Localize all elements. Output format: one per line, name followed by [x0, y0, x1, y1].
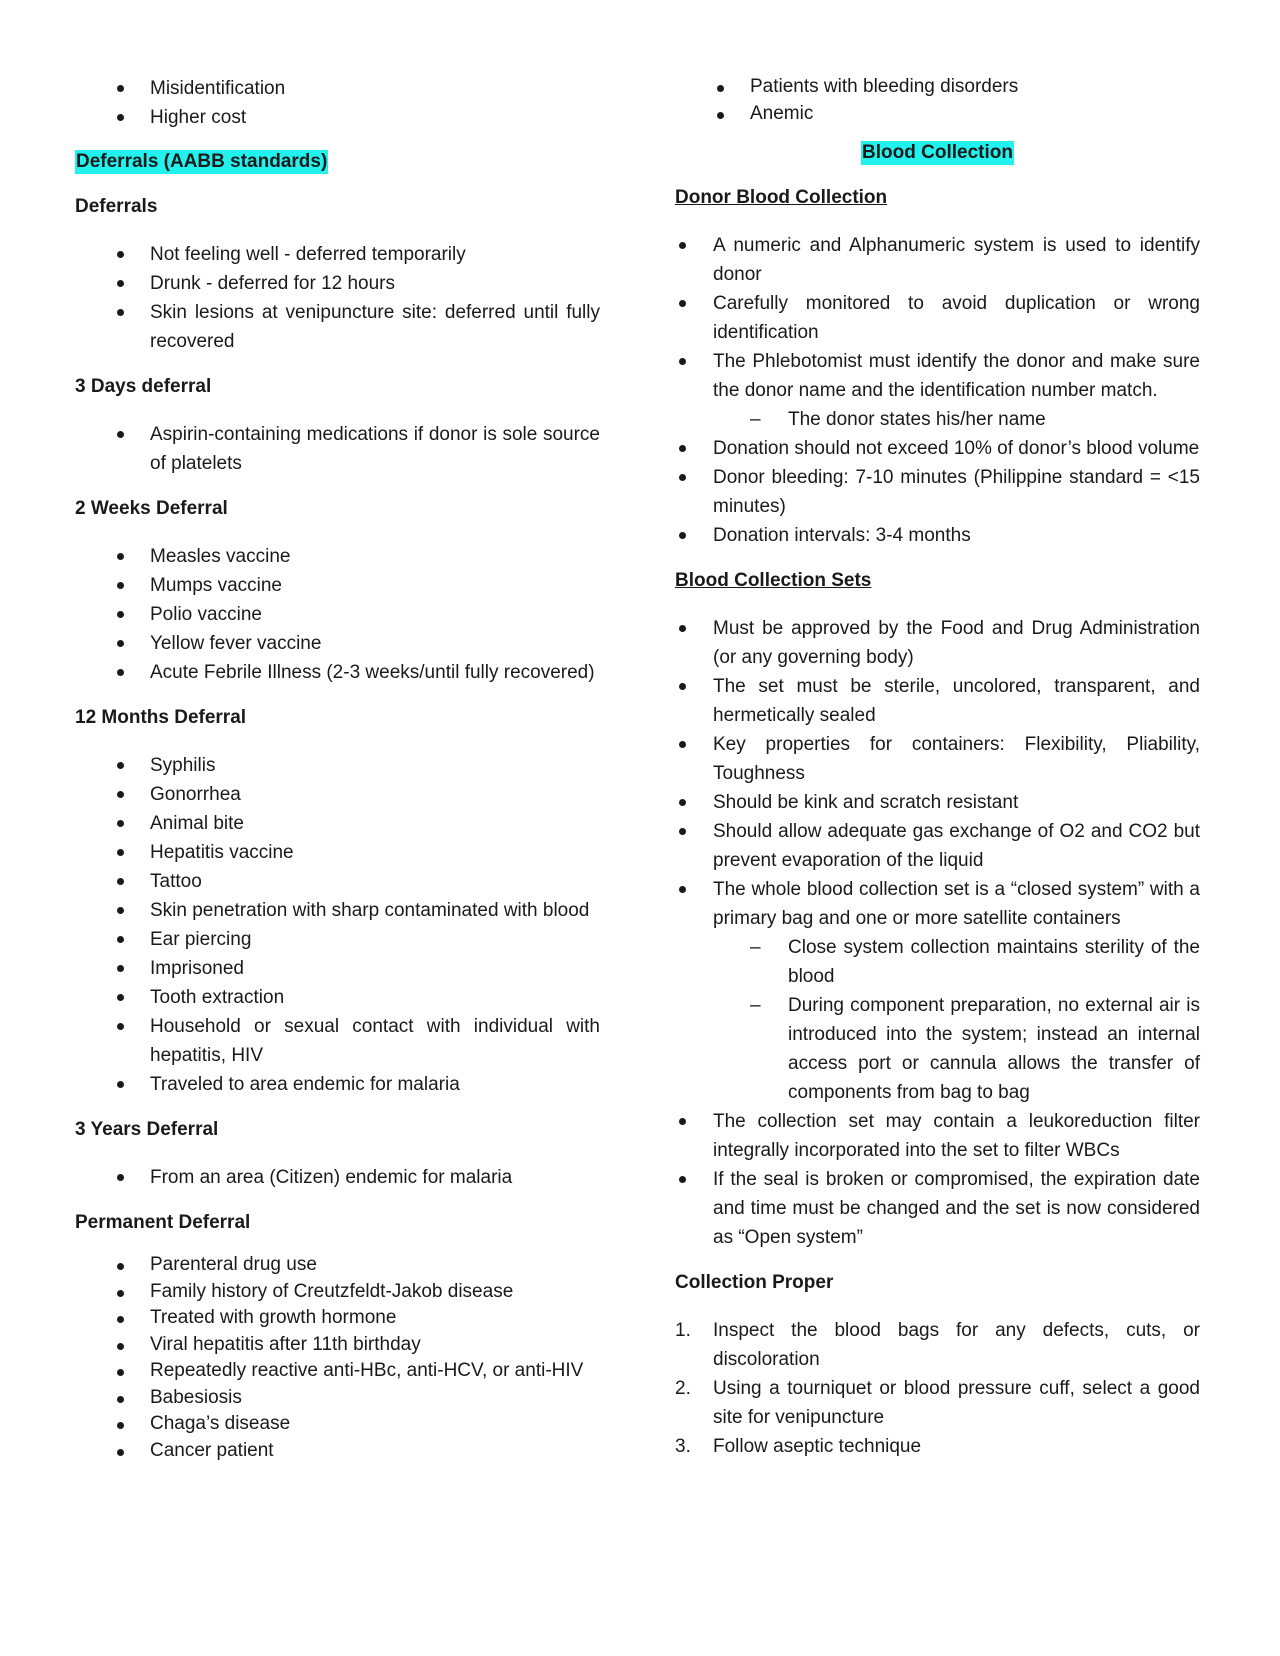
twelve-months-list — [75, 751, 600, 1099]
right-column — [675, 74, 1200, 1461]
list-item: Measles vaccine — [75, 542, 600, 571]
list-item: If the seal is broken or compromised, the expiration date and time must be changed and the set is now considered as “Open system” — [675, 1165, 1200, 1252]
collection-sets-sublist — [675, 933, 1200, 1107]
list-item: Viral hepatitis after 11th birthday — [75, 1332, 600, 1359]
step-item — [675, 1374, 1200, 1432]
list-item: Household or sexual contact with individual with hepatitis, HIV — [75, 1012, 600, 1070]
list-item: Should be kink and scratch resistant — [675, 788, 1200, 817]
list-item: Parenteral drug use — [75, 1252, 600, 1279]
step-number: 2. — [675, 1378, 691, 1399]
top-list-right — [675, 74, 1200, 127]
blood-collection-title: Blood Collection — [862, 142, 1013, 163]
list-item: Should allow adequate gas exchange of O2 and CO2 but prevent evaporation of the liquid — [675, 817, 1200, 875]
sub-list-item: – Close system collection maintains sterility of the blood — [675, 933, 1200, 991]
list-item: Ear piercing — [75, 925, 600, 954]
list-item: Skin penetration with sharp contaminated with blood — [75, 896, 600, 925]
sub-list-item: – During component preparation, no external air is introduced into the system; instead an internal access port or cannula allows the transfer of components from bag to bag — [675, 991, 1200, 1107]
list-item: The collection set may contain a leukoreduction filter integrally incorporated into the set to filter WBCs — [675, 1107, 1200, 1165]
list-item: Syphilis — [75, 751, 600, 780]
step-number: 3. — [675, 1436, 691, 1457]
list-item: Anemic — [675, 101, 1200, 128]
donor-collection-list-2 — [675, 434, 1200, 550]
list-item: Polio vaccine — [75, 600, 600, 629]
collection-proper-steps — [675, 1316, 1200, 1461]
list-item: Aspirin-containing medications if donor is sole source of platelets — [75, 420, 600, 478]
donor-collection-list — [675, 231, 1200, 405]
donor-collection-heading: Donor Blood Collection — [675, 187, 888, 208]
collection-proper-heading: Collection Proper — [675, 1272, 834, 1293]
left-column — [75, 74, 600, 1464]
collection-sets-list-2 — [675, 1107, 1200, 1252]
list-item: Yellow fever vaccine — [75, 629, 600, 658]
collection-sets-list — [675, 614, 1200, 933]
two-weeks-heading: 2 Weeks Deferral — [75, 498, 228, 519]
list-item: Must be approved by the Food and Drug Administration (or any governing body) — [675, 614, 1200, 672]
list-item: Patients with bleeding disorders — [675, 74, 1200, 101]
list-item: Family history of Creutzfeldt-Jakob disease — [75, 1279, 600, 1306]
two-weeks-list — [75, 542, 600, 687]
step-number: 1. — [675, 1320, 691, 1341]
list-item: Cancer patient — [75, 1438, 600, 1465]
list-item: The Phlebotomist must identify the donor and make sure the donor name and the identification number match. — [675, 347, 1200, 405]
sub-list-item: – The donor states his/her name — [675, 405, 1200, 434]
collection-sets-heading: Blood Collection Sets — [675, 570, 872, 591]
list-item: Not feeling well - deferred temporarily — [75, 240, 600, 269]
three-days-list — [75, 420, 600, 478]
three-years-list — [75, 1163, 600, 1192]
list-item: From an area (Citizen) endemic for malaria — [75, 1163, 600, 1192]
step-text: Follow aseptic technique — [713, 1436, 922, 1457]
list-item: Drunk - deferred for 12 hours — [75, 269, 600, 298]
list-item: Chaga’s disease — [75, 1411, 600, 1438]
list-item: Tooth extraction — [75, 983, 600, 1012]
list-item: Tattoo — [75, 867, 600, 896]
list-item: Babesiosis — [75, 1385, 600, 1412]
deferrals-title: Deferrals (AABB standards) — [76, 151, 328, 172]
permanent-heading: Permanent Deferral — [75, 1212, 251, 1233]
list-item: Misidentification — [75, 74, 600, 103]
deferrals-list — [75, 240, 600, 356]
three-years-heading: 3 Years Deferral — [75, 1119, 219, 1140]
list-item: Donation should not exceed 10% of donor’s blood volume — [675, 434, 1200, 463]
list-item: Donation intervals: 3-4 months — [675, 521, 1200, 550]
list-item: Higher cost — [75, 103, 600, 132]
list-item: Skin lesions at venipuncture site: deferred until fully recovered — [75, 298, 600, 356]
list-item: The whole blood collection set is a “closed system” with a primary bag and one or more satellite containers — [675, 875, 1200, 933]
list-item: Carefully monitored to avoid duplication or wrong identification — [675, 289, 1200, 347]
list-item: Donor bleeding: 7-10 minutes (Philippine standard = <15 minutes) — [675, 463, 1200, 521]
permanent-list — [75, 1252, 600, 1464]
list-item: The set must be sterile, uncolored, transparent, and hermetically sealed — [675, 672, 1200, 730]
list-item: Animal bite — [75, 809, 600, 838]
step-item — [675, 1432, 1200, 1461]
step-text: Using a tourniquet or blood pressure cuff, select a good site for venipuncture — [713, 1378, 1200, 1428]
three-days-heading: 3 Days deferral — [75, 376, 212, 397]
donor-collection-sublist — [675, 405, 1200, 434]
list-item: Key properties for containers: Flexibility, Pliability, Toughness — [675, 730, 1200, 788]
step-text: Inspect the blood bags for any defects, cuts, or discoloration — [713, 1320, 1200, 1370]
step-item — [675, 1316, 1200, 1374]
list-item: Hepatitis vaccine — [75, 838, 600, 867]
deferrals-heading: Deferrals — [75, 196, 158, 217]
twelve-months-heading: 12 Months Deferral — [75, 707, 247, 728]
list-item: Imprisoned — [75, 954, 600, 983]
list-item: Acute Febrile Illness (2-3 weeks/until fully recovered) — [75, 658, 600, 687]
list-item: Mumps vaccine — [75, 571, 600, 600]
list-item: Traveled to area endemic for malaria — [75, 1070, 600, 1099]
list-item: Treated with growth hormone — [75, 1305, 600, 1332]
list-item: Repeatedly reactive anti-HBc, anti-HCV, or anti-HIV — [75, 1358, 600, 1385]
list-item: Gonorrhea — [75, 780, 600, 809]
list-item: A numeric and Alphanumeric system is used to identify donor — [675, 231, 1200, 289]
top-list-left — [75, 74, 600, 132]
